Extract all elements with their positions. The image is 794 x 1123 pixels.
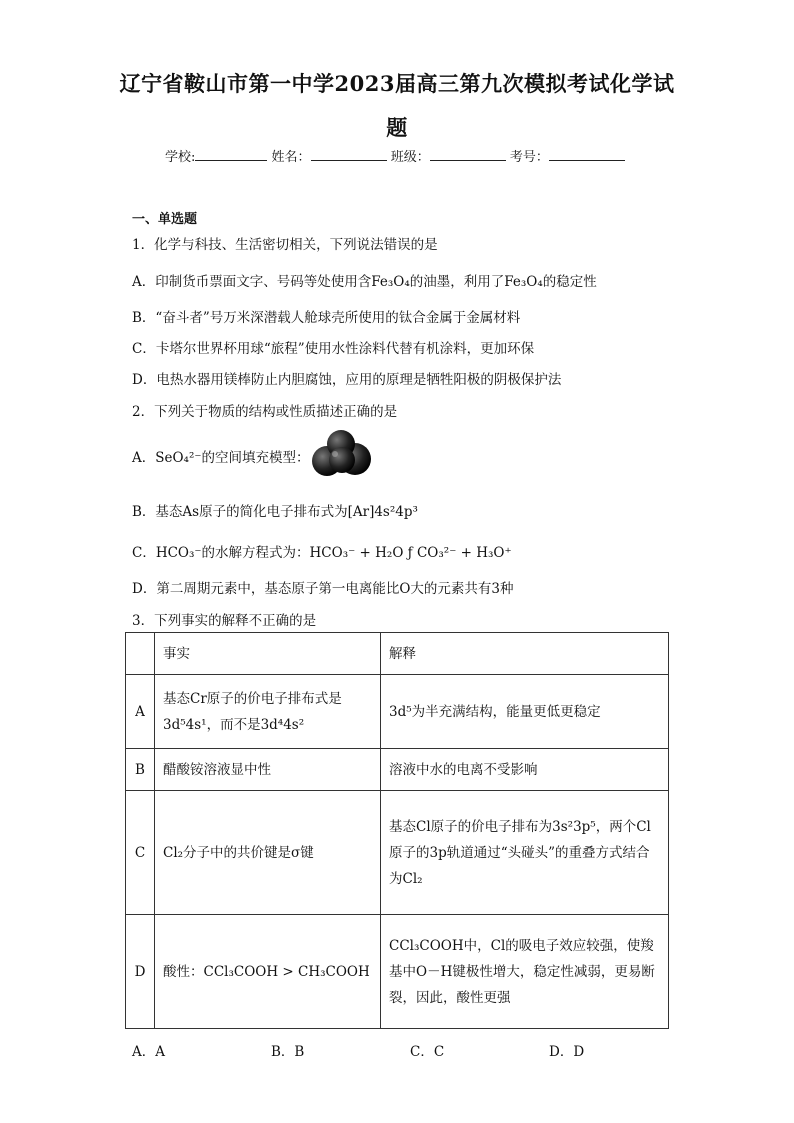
row-key: B xyxy=(126,749,155,791)
doc-title-line2: 题 xyxy=(386,115,408,140)
number-label: 考号： xyxy=(509,150,549,165)
row-fact: 酸性：CCl₃COOH > CH₃COOH xyxy=(155,915,381,1029)
row-fact: 基态Cr原子的价电子排布式是3d⁵4s¹，而不是3d⁴4s² xyxy=(155,675,381,749)
q1-option-d: D．电热水器用镁棒防止内胆腐蚀，应用的原理是牺牲阳极的阴极保护法 xyxy=(132,372,562,388)
row-explain: 3d⁵为半充满结构，能量更低更稳定 xyxy=(381,675,669,749)
q3-option-a: A．A xyxy=(132,1044,165,1060)
table-row xyxy=(126,675,669,749)
q2-stem: 2．下列关于物质的结构或性质描述正确的是 xyxy=(132,404,398,420)
table-row xyxy=(126,749,669,791)
q2-option-c: C．HCO₃⁻的水解方程式为：HCO₃⁻ + H₂O ƒ CO₃²⁻ + H₃O⁺ xyxy=(132,545,512,561)
table-row xyxy=(126,915,669,1029)
q3-option-d: D．D xyxy=(549,1044,585,1060)
school-blank[interactable] xyxy=(195,148,267,161)
header-key-cell xyxy=(126,633,155,675)
student-info xyxy=(165,146,625,165)
number-blank[interactable] xyxy=(549,148,625,161)
row-explain: 溶液中水的电离不受影响 xyxy=(381,749,669,791)
school-label: 学校: xyxy=(165,150,196,165)
class-blank[interactable] xyxy=(430,148,506,161)
row-fact: 醋酸铵溶液显中性 xyxy=(155,749,381,791)
row-key: C xyxy=(126,791,155,915)
q3-table xyxy=(125,632,669,1029)
q3-option-b: B．B xyxy=(271,1044,305,1060)
q3-option-c: C．C xyxy=(410,1044,445,1060)
row-fact: Cl₂分子中的共价键是σ键 xyxy=(155,791,381,915)
q1-option-c: C．卡塔尔世界杯用球“旅程”使用水性涂料代替有机涂料，更加环保 xyxy=(132,341,535,357)
q2-option-b: B．基态As原子的简化电子排布式为[Ar]4s²4p³ xyxy=(132,504,418,520)
table-header-row xyxy=(126,633,669,675)
class-label: 班级： xyxy=(390,150,430,165)
row-key: A xyxy=(126,675,155,749)
q1-stem: 1．化学与科技、生活密切相关，下列说法错误的是 xyxy=(132,237,438,253)
q1-option-b: B．“奋斗者”号万米深潜载人舱球壳所使用的钛合金属于金属材料 xyxy=(132,310,521,326)
table-row xyxy=(126,791,669,915)
q2-option-d: D．第二周期元素中，基态原子第一电离能比O大的元素共有3种 xyxy=(132,581,514,597)
header-fact: 事实 xyxy=(155,633,381,675)
header-explain: 解释 xyxy=(381,633,669,675)
name-blank[interactable] xyxy=(311,148,387,161)
q1-option-a: A．印制货币票面文字、号码等处使用含Fe₃O₄的油墨，利用了Fe₃O₄的稳定性 xyxy=(132,274,597,290)
row-explain: CCl₃COOH中，Cl的吸电子效应较强，使羧基中O－H键极性增大，稳定性减弱，更易断裂，因此，酸性更强 xyxy=(381,915,669,1029)
q2-option-a: A．SeO₄²⁻的空间填充模型： xyxy=(132,450,310,466)
row-key: D xyxy=(126,915,155,1029)
name-label: 姓名： xyxy=(271,150,311,165)
space-filling-model-image xyxy=(305,428,377,478)
doc-title-line1: 辽宁省鞍山市第一中学2023届高三第九次模拟考试化学试 xyxy=(119,71,675,96)
row-explain: 基态Cl原子的价电子排布为3s²3p⁵，两个Cl原子的3p轨道通过“头碰头”的重叠方式结合为Cl₂ xyxy=(381,791,669,915)
q3-stem: 3．下列事实的解释不正确的是 xyxy=(132,613,317,629)
section-heading: 一、单选题 xyxy=(132,212,198,227)
